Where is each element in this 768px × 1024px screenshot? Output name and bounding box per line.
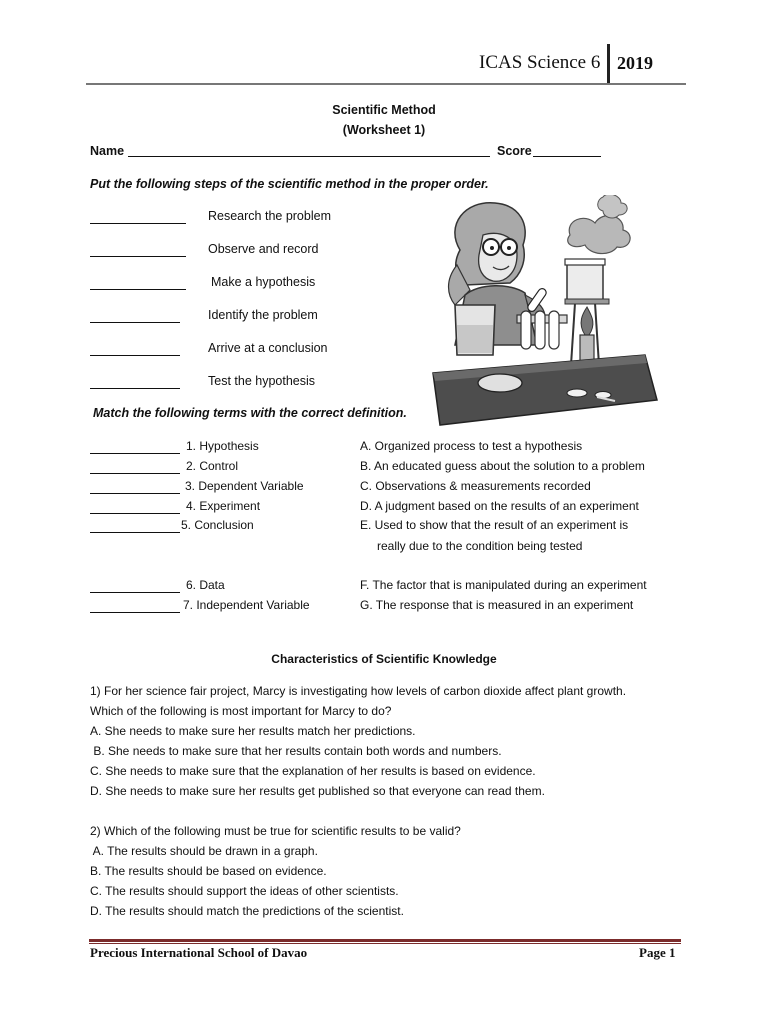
definition-d: D. A judgment based on the results of an experiment [360, 499, 639, 513]
q1-stem-line1: 1) For her science fair project, Marcy is investigating how levels of carbon dioxide affect plant growth. [90, 684, 627, 698]
term-4: 4. Experiment [186, 499, 261, 513]
step-label-2: Observe and record [208, 242, 319, 256]
step-blank-1[interactable] [90, 212, 186, 224]
q2-option-a: A. The results should be drawn in a graph. [90, 844, 318, 858]
term-blank-1[interactable] [90, 442, 180, 454]
header-title: ICAS Science 6 [479, 52, 601, 73]
scientist-illustration [425, 195, 675, 430]
header-year: 2019 [617, 53, 653, 73]
worksheet-title: Scientific Method [332, 103, 436, 117]
term-blank-3[interactable] [90, 482, 180, 494]
name-label: Name [90, 144, 125, 158]
term-7: 7. Independent Variable [183, 598, 310, 612]
q1-stem-line2: Which of the following is most important for Marcy to do? [90, 704, 392, 718]
term-blank-2[interactable] [90, 462, 180, 474]
score-blank[interactable] [533, 145, 601, 157]
term-6: 6. Data [186, 578, 225, 592]
header-rule [86, 83, 686, 85]
section-title: Characteristics of Scientific Knowledge [271, 652, 497, 666]
q2-option-d: D. The results should match the predictions of the scientist. [90, 904, 404, 918]
step-blank-4[interactable] [90, 311, 180, 323]
definition-g: G. The response that is measured in an experiment [360, 598, 634, 612]
q1-option-d: D. She needs to make sure her results get published so that everyone can read them. [90, 784, 545, 798]
definition-e-cont: really due to the condition being tested [377, 539, 583, 553]
step-label-3: Make a hypothesis [211, 275, 316, 289]
definition-c: C. Observations & measurements recorded [360, 479, 591, 493]
term-2: 2. Control [186, 459, 239, 473]
term-1: 1. Hypothesis [186, 439, 259, 453]
step-blank-2[interactable] [90, 245, 186, 257]
step-label-5: Arrive at a conclusion [208, 341, 328, 355]
q2-option-c: C. The results should support the ideas of other scientists. [90, 884, 399, 898]
step-label-6: Test the hypothesis [208, 374, 316, 388]
footer-page-number: Page 1 [639, 945, 676, 960]
term-blank-6[interactable] [90, 581, 180, 593]
term-3: 3. Dependent Variable [185, 479, 304, 493]
term-blank-7[interactable] [90, 601, 180, 613]
score-label: Score [497, 144, 532, 158]
definition-f: F. The factor that is manipulated during an experiment [360, 578, 647, 592]
q1-option-b: B. She needs to make sure that her results contain both words and numbers. [90, 744, 502, 758]
step-blank-5[interactable] [90, 344, 180, 356]
worksheet-subtitle: (Worksheet 1) [342, 123, 426, 137]
step-blank-6[interactable] [90, 377, 180, 389]
definition-a: A. Organized process to test a hypothesis [360, 439, 583, 453]
header-divider [607, 44, 610, 84]
q1-option-c: C. She needs to make sure that the explanation of her results is based on evidence. [90, 764, 536, 778]
footer-school: Precious International School of Davao [90, 945, 308, 960]
footer-rule-thin [89, 943, 681, 944]
q1-option-a: A. She needs to make sure her results match her predictions. [90, 724, 416, 738]
name-blank[interactable] [128, 145, 490, 157]
step-blank-3[interactable] [90, 278, 186, 290]
footer-rule [89, 939, 681, 942]
part2-instruction: Match the following terms with the correct definition. [93, 406, 407, 420]
term-blank-5[interactable] [90, 521, 180, 533]
part1-instruction: Put the following steps of the scientific method in the proper order. [90, 177, 489, 191]
term-blank-4[interactable] [90, 502, 180, 514]
definition-e: E. Used to show that the result of an experiment is [360, 518, 629, 532]
definition-b: B. An educated guess about the solution to a problem [360, 459, 645, 473]
step-label-1: Research the problem [208, 209, 331, 223]
q2-option-b: B. The results should be based on evidence. [90, 864, 327, 878]
q2-stem: 2) Which of the following must be true for scientific results to be valid? [90, 824, 461, 838]
step-label-4: Identify the problem [208, 308, 318, 322]
term-5: 5. Conclusion [181, 518, 254, 532]
